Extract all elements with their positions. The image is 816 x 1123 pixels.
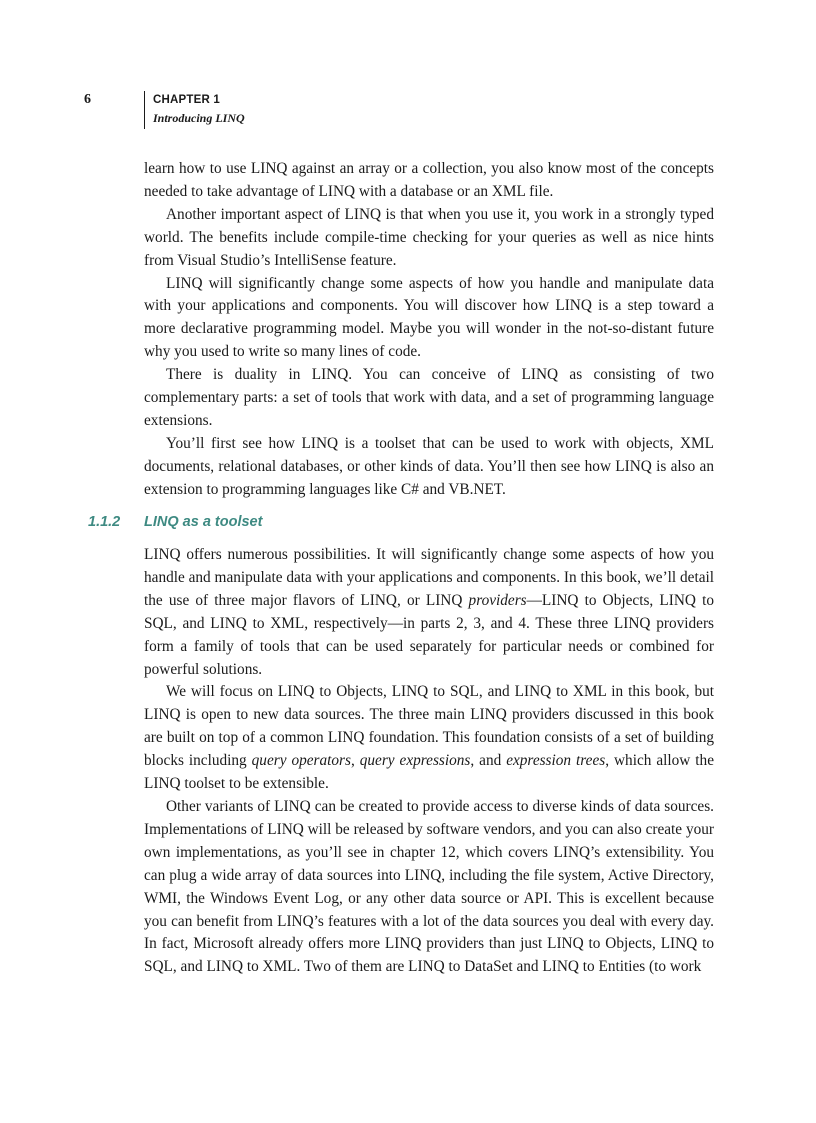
chapter-label: CHAPTER 1	[153, 94, 220, 106]
paragraph: Other variants of LINQ can be created to provide access to diverse kinds of data sources. Implementations of LINQ will be released by software vendors, and you can also create your own implementations, as you’ll see in chapter 12, which covers LINQ’s extensibility. You can plug a wide array of data sources into LINQ, including the file system, Active Directory, WMI, the Windows Event Log, or any other data source or API. This is excellent because you can benefit from LINQ’s features with a lot of the data sources you deal with every day. In fact, Microsoft already offers more LINQ providers than just LINQ to Objects, LINQ to SQL, and LINQ to XML. Two of them are LINQ to DataSet and LINQ to Entities (to work	[144, 797, 714, 976]
paragraph: Another important aspect of LINQ is that when you use it, you work in a strongly typed world. The benefits include compile-time checking for your queries as well as nice hints from Visual Studio’s IntelliSense feature.	[144, 205, 714, 269]
chapter-title: Introducing LINQ	[153, 111, 245, 125]
paragraph: There is duality in LINQ. You can conceive of LINQ as consisting of two complementary parts: a set of tools that work with data, and a set of programming language extensions.	[144, 366, 714, 429]
running-head	[144, 91, 245, 129]
section-title: LINQ as a toolset	[144, 514, 263, 530]
emphasis: providers	[468, 591, 527, 609]
paragraph: learn how to use LINQ against an array or a collection, you also know most of the concepts needed to take advantage of LINQ with a database or an XML file.	[144, 160, 714, 200]
page-number: 6	[84, 92, 91, 107]
intro-text	[144, 158, 714, 502]
section-number: 1.1.2	[88, 514, 121, 530]
paragraph	[144, 544, 714, 681]
text-run: —LINQ to Objects, LINQ to SQL, and LINQ to XML, respectively—in parts 2, 3, and 4. These three LINQ providers form a family of tools that can be used separately for particular needs or combined for powerful solutions.	[144, 591, 714, 678]
paragraph	[144, 681, 714, 796]
section-heading	[88, 514, 718, 530]
paragraph: You’ll first see how LINQ is a toolset that can be used to work with objects, XML documents, relational databases, or other kinds of data. You’ll then see how LINQ is also an extension to programming languages like C# and VB.NET.	[144, 434, 714, 498]
emphasis: query operators	[251, 752, 351, 770]
emphasis: expression trees	[506, 752, 606, 770]
text-run: We will focus on LINQ to Objects, LINQ to SQL, and LINQ to XML in this book, but LINQ is open to new data sources. The three main LINQ providers discussed in this book are built on top of a common LINQ foundation. This foundation consists of a set of building blocks including	[144, 683, 714, 770]
text-run: , and	[470, 752, 507, 770]
text-run: ,	[350, 752, 360, 770]
emphasis: query expressions	[359, 752, 471, 770]
paragraph: LINQ will significantly change some aspects of how you handle and manipulate data with your applications and components. You will discover how LINQ is a step toward a more declarative programming model. Maybe you will wonder in the not-so-distant future why you used to write so many lines of code.	[144, 274, 714, 361]
text-run: LINQ offers numerous possibilities. It will significantly change some aspects of how you handle and manipulate data with your applications and components. In this book, we’ll detail the use of three major flavors of LINQ, or LINQ	[144, 546, 714, 609]
text-run: , which allow the LINQ toolset to be extensible.	[144, 752, 714, 793]
section-text	[144, 544, 714, 979]
